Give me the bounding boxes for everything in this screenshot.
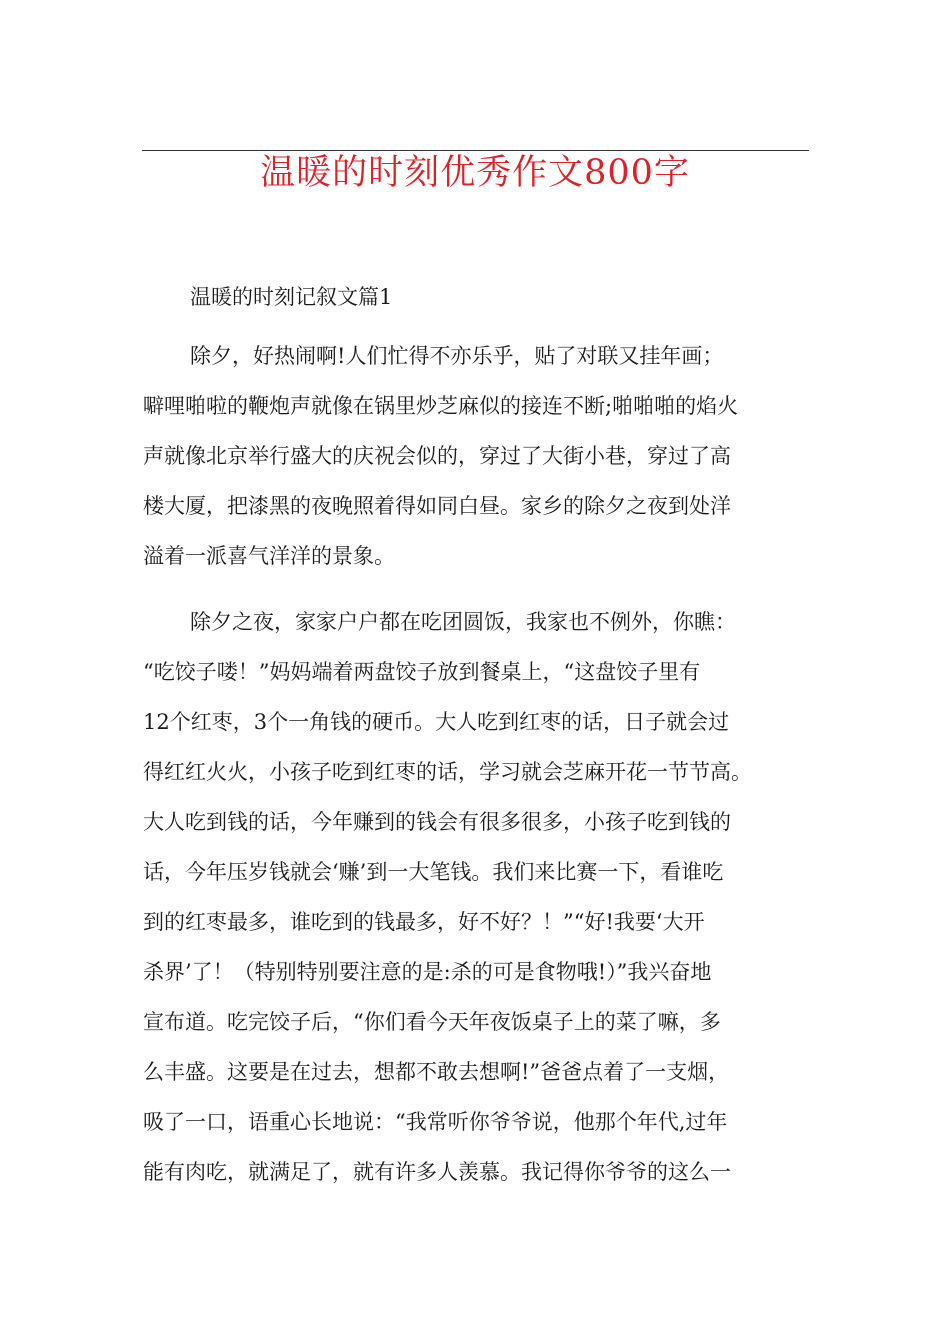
section-heading: 温暖的时刻记叙文篇1 bbox=[190, 285, 393, 309]
paragraph-line: 话，今年压岁钱就会‘赚’到一大笔钱。我们来比赛一下，看谁吃 bbox=[143, 860, 724, 884]
paragraph-1 bbox=[143, 331, 823, 581]
paragraph-line: 溢着一派喜气洋洋的景象。 bbox=[143, 544, 395, 568]
paragraph-line: 能有肉吃，就满足了，就有许多人羡慕。我记得你爷爷的这么一 bbox=[143, 1160, 731, 1184]
paragraph-line: 除夕之夜，家家户户都在吃团圆饭，我家也不例外，你瞧： bbox=[190, 610, 736, 634]
paragraph-line: “吃饺子喽！”妈妈端着两盘饺子放到餐桌上，“这盘饺子里有 bbox=[143, 660, 701, 684]
paragraph-line: 大人吃到钱的话，今年赚到的钱会有很多很多，小孩子吃到钱的 bbox=[143, 810, 731, 834]
paragraph-line: 12个红枣，3个一角钱的硬币。大人吃到红枣的话，日子就会过 bbox=[143, 710, 730, 734]
document-title: 温暖的时刻优秀作文800字 bbox=[260, 153, 690, 193]
paragraph-line: 除夕，好热闹啊!人们忙得不亦乐乎，贴了对联又挂年画； bbox=[190, 344, 724, 368]
paragraph-line: 宣布道。吃完饺子后，“你们看今天年夜饭桌子上的菜了嘛，多 bbox=[143, 1010, 721, 1034]
paragraph-line: 得红红火火，小孩子吃到红枣的话，学习就会芝麻开花一节节高。 bbox=[143, 760, 752, 784]
paragraph-line: 楼大厦，把漆黑的夜晚照着得如同白昼。家乡的除夕之夜到处洋 bbox=[143, 494, 731, 518]
paragraph-2 bbox=[143, 597, 823, 1197]
paragraph-line: 噼哩啪啦的鞭炮声就像在锅里炒芝麻似的接连不断;啪啪啪的焰火 bbox=[143, 394, 739, 418]
paragraph-line: 吸了一口，语重心长地说：“我常听你爷爷说，他那个年代,过年 bbox=[143, 1110, 728, 1134]
paragraph-line: 到的红枣最多，谁吃到的钱最多，好不好？！”“好!我要‘大开 bbox=[143, 910, 705, 934]
paragraph-line: 杀界’了！（特别特别要注意的是:杀的可是食物哦!）”我兴奋地 bbox=[143, 960, 712, 984]
paragraph-line: 声就像北京举行盛大的庆祝会似的，穿过了大街小巷，穿过了高 bbox=[143, 444, 731, 468]
paragraph-line: 么丰盛。这要是在过去，想都不敢去想啊!”爸爸点着了一支烟， bbox=[143, 1060, 730, 1084]
